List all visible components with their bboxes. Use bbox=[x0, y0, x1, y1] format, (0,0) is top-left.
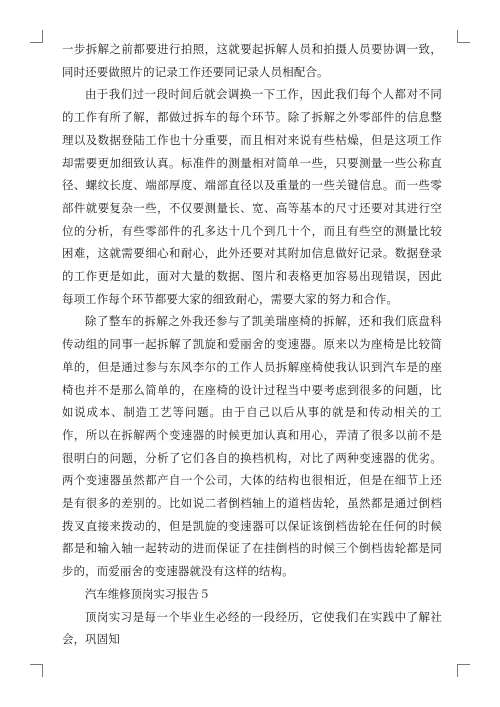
section-heading: 汽车维修顶岗实习报告５ bbox=[85, 586, 211, 601]
paragraph-continued: 一步拆解之前都要进行拍照，这就要起拆解人员和拍摄人员要协调一致，同时还要做照片的记录工作还要同记录人员相配合。 bbox=[62, 42, 442, 79]
paragraph: 由于我们过一段时间后就会调换一下工作，因此我们每个人都对不同的工作有所了解，都做过拆车的每个环节。除了拆解之外零部件的信息整理以及数据登陆工作也十分重要，而且相对来说有些枯燥，但是这项工作却需要更加细致认真。标准件的测量相对简单一些，只要测量一些公称直径、螺纹长度、端部厚度、端部直径以及重量的一些关键信息。而一些零部件就要复杂一些，不仅要测量长、宽、高等基本的尺寸还要对其进行空位的分析，有些零部件的孔多达十几个到几十个，而且有些空的测量比较困难，这就需要细心和耐心，此外还要对其附加信息做好记录。数据登录的工作更是如此，面对大量的数据、图片和表格更加容易出现错误，因此每项工作每个环节都要大家的细致耐心，需要大家的努力和合作。 bbox=[62, 87, 442, 306]
crop-mark-top-right bbox=[457, 30, 470, 43]
document-body bbox=[62, 38, 442, 651]
paragraph: 除了整车的拆解之外我还参与了凯美瑞座椅的拆解，还和我们底盘科传动组的同事一起拆解了凯旋和爱丽舍的变速器。原来以为座椅是比较简单的，但是通过参与东风李尔的工作人员拆解座椅使我认识到汽车是的座椅也并不是那么简单的，在座椅的设计过程当中要考虑到很多的问题，比如说成本、制造工艺等问题。由于自己以后从事的就是和传动相关的工作，所以在拆解两个变速器的时候更加认真和用心，弄清了很多以前不是很明白的问题，分析了它们各自的换档机构，对比了两种变速器的优劣。两个变速器虽然都产自一个公司，大体的结构也很相近，但是在细节上还是有很多的差别的。比如说二者倒档轴上的道档齿轮，虽然都是通过倒档拨叉直接来拨动的，但是凯旋的变速器可以保证该倒档齿轮在任何的时候都是和输入轴一起转动的进而保证了在挂倒档的时候三个倒档齿轮都是同步的，而爱丽舍的变速器就没有这样的结构。 bbox=[62, 314, 442, 579]
crop-mark-bottom-right bbox=[457, 664, 470, 677]
paragraph-last: 顶岗实习是每一个毕业生必经的一段经历，它使我们在实践中了解社会，巩固知 bbox=[62, 609, 442, 647]
crop-mark-top-left bbox=[30, 30, 43, 43]
crop-mark-bottom-left bbox=[30, 664, 43, 677]
